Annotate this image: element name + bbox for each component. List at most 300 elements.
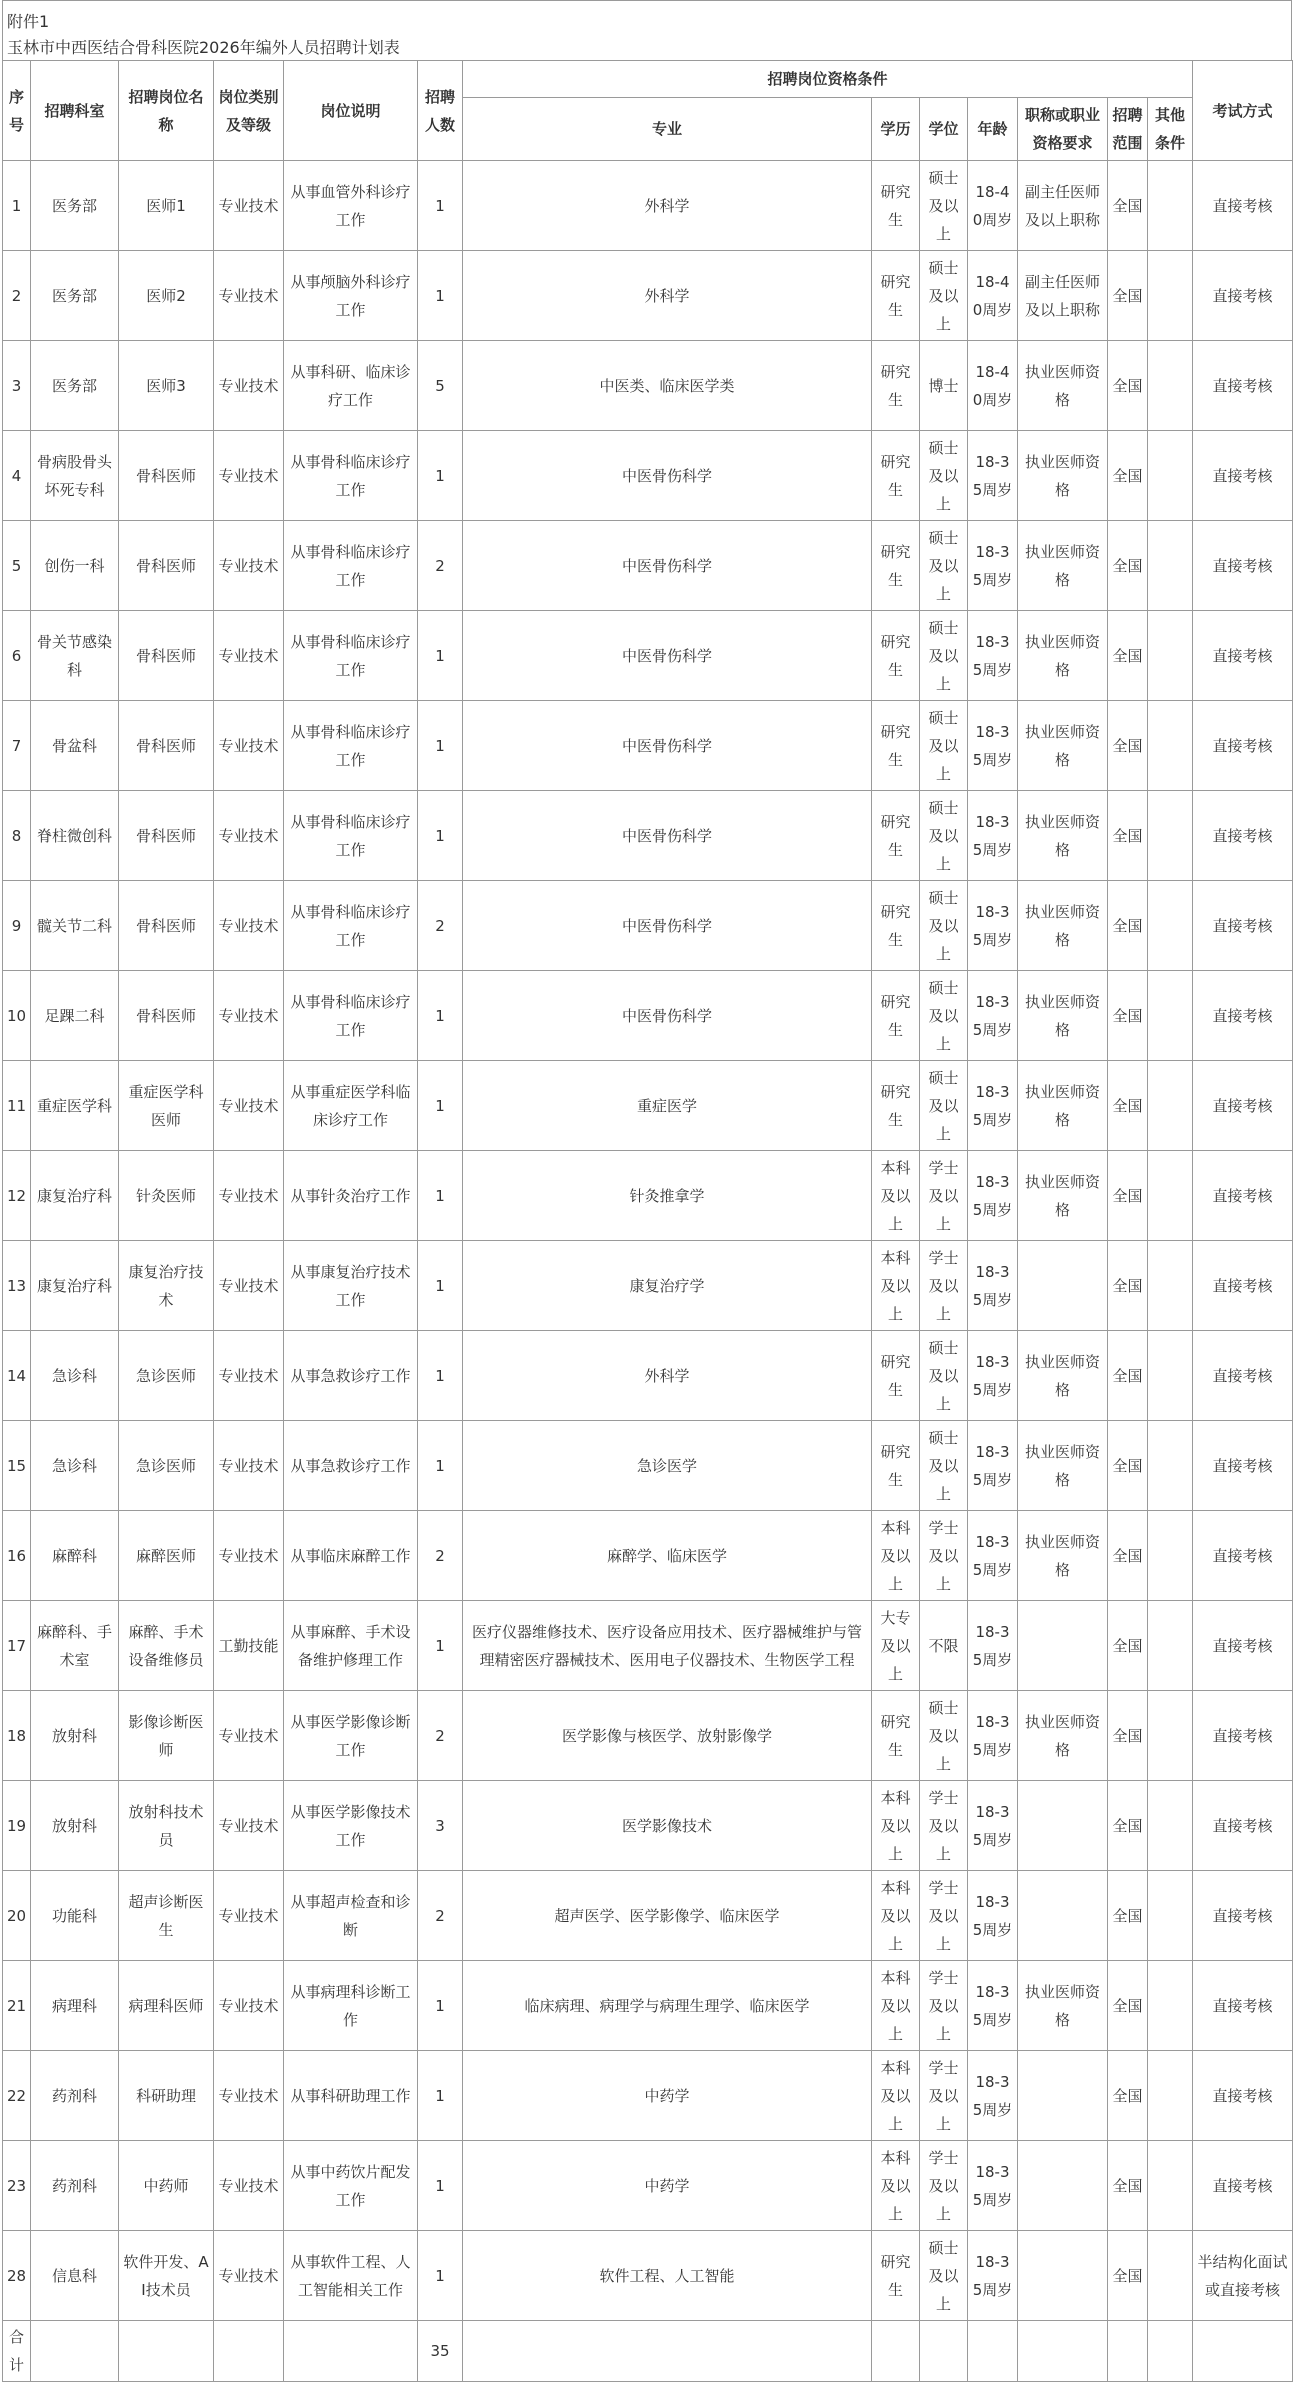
cell-exam: 直接考核 <box>1193 1871 1293 1961</box>
cell-post: 针灸医师 <box>119 1151 214 1241</box>
cell-edu: 研究生 <box>872 1061 920 1151</box>
cell-post: 超声诊断医生 <box>119 1871 214 1961</box>
cell-scope: 全国 <box>1108 701 1148 791</box>
total-label: 合计 <box>3 2321 31 2382</box>
cell-major: 中医骨伤科学 <box>463 611 872 701</box>
cell-category: 专业技术 <box>214 1061 284 1151</box>
cell-title-req <box>1018 1601 1108 1691</box>
cell-title-req: 执业医师资格 <box>1018 611 1108 701</box>
col-age: 年龄 <box>968 98 1018 161</box>
table-row <box>3 1511 1293 1601</box>
cell-other <box>1148 1871 1193 1961</box>
cell-title-req: 执业医师资格 <box>1018 341 1108 431</box>
cell-age: 18-35周岁 <box>968 971 1018 1061</box>
cell-dept: 药剂科 <box>31 2141 119 2231</box>
cell-major: 中药学 <box>463 2141 872 2231</box>
col-scope: 招聘范围 <box>1108 98 1148 161</box>
cell-dept: 骨盆科 <box>31 701 119 791</box>
table-row <box>3 1421 1293 1511</box>
cell-post: 骨科医师 <box>119 971 214 1061</box>
cell-exam: 直接考核 <box>1193 1511 1293 1601</box>
cell-dept: 骨病股骨头坏死专科 <box>31 431 119 521</box>
cell-desc: 从事科研、临床诊疗工作 <box>284 341 418 431</box>
cell-edu: 研究生 <box>872 341 920 431</box>
cell-desc: 从事骨科临床诊疗工作 <box>284 611 418 701</box>
cell-other <box>1148 1691 1193 1781</box>
cell-edu: 研究生 <box>872 1331 920 1421</box>
cell-major: 针灸推拿学 <box>463 1151 872 1241</box>
cell-scope: 全国 <box>1108 1781 1148 1871</box>
table-row <box>3 1691 1293 1781</box>
cell-no: 21 <box>3 1961 31 2051</box>
cell-title-req <box>1018 1781 1108 1871</box>
header-row-1 <box>3 61 1293 98</box>
cell-exam: 直接考核 <box>1193 1331 1293 1421</box>
cell-count: 1 <box>418 1421 463 1511</box>
cell-other <box>1148 1781 1193 1871</box>
cell-exam: 直接考核 <box>1193 2051 1293 2141</box>
cell-degree: 不限 <box>920 1601 968 1691</box>
cell-exam: 直接考核 <box>1193 1151 1293 1241</box>
cell-desc: 从事麻醉、手术设备维护修理工作 <box>284 1601 418 1691</box>
cell-desc: 从事骨科临床诊疗工作 <box>284 431 418 521</box>
cell-no: 13 <box>3 1241 31 1331</box>
cell-major: 中药学 <box>463 2051 872 2141</box>
cell-desc: 从事康复治疗技术工作 <box>284 1241 418 1331</box>
cell-degree: 硕士及以上 <box>920 701 968 791</box>
cell-edu: 研究生 <box>872 791 920 881</box>
cell-no: 4 <box>3 431 31 521</box>
cell-post: 医师3 <box>119 341 214 431</box>
cell-exam: 直接考核 <box>1193 971 1293 1061</box>
cell-age: 18-35周岁 <box>968 1961 1018 2051</box>
cell-dept: 创伤一科 <box>31 521 119 611</box>
cell-category: 专业技术 <box>214 1781 284 1871</box>
cell-age: 18-35周岁 <box>968 1241 1018 1331</box>
cell-age: 18-35周岁 <box>968 1691 1018 1781</box>
cell-category: 专业技术 <box>214 251 284 341</box>
cell-desc: 从事医学影像诊断工作 <box>284 1691 418 1781</box>
cell-age: 18-35周岁 <box>968 431 1018 521</box>
cell-category: 专业技术 <box>214 161 284 251</box>
cell-category: 专业技术 <box>214 2231 284 2321</box>
cell-other <box>1148 1331 1193 1421</box>
cell-title-req: 执业医师资格 <box>1018 431 1108 521</box>
cell-other <box>1148 971 1193 1061</box>
cell-degree: 学士及以上 <box>920 1871 968 1961</box>
cell-degree: 硕士及以上 <box>920 521 968 611</box>
cell-other <box>1148 1241 1193 1331</box>
cell-title-req: 执业医师资格 <box>1018 521 1108 611</box>
cell-count: 3 <box>418 1781 463 1871</box>
cell-no: 7 <box>3 701 31 791</box>
cell-desc: 从事颅脑外科诊疗工作 <box>284 251 418 341</box>
cell-desc: 从事临床麻醉工作 <box>284 1511 418 1601</box>
cell-dept: 骨关节感染科 <box>31 611 119 701</box>
cell-scope: 全国 <box>1108 791 1148 881</box>
cell-age: 18-35周岁 <box>968 2051 1018 2141</box>
cell-no: 28 <box>3 2231 31 2321</box>
cell-desc: 从事骨科临床诊疗工作 <box>284 791 418 881</box>
cell-no: 9 <box>3 881 31 971</box>
cell-edu: 研究生 <box>872 1691 920 1781</box>
cell-dept: 康复治疗科 <box>31 1241 119 1331</box>
cell-no: 12 <box>3 1151 31 1241</box>
cell-edu: 本科及以上 <box>872 1151 920 1241</box>
cell-title-req: 执业医师资格 <box>1018 1151 1108 1241</box>
cell-count: 1 <box>418 1601 463 1691</box>
cell-degree: 硕士及以上 <box>920 611 968 701</box>
cell-exam: 直接考核 <box>1193 1961 1293 2051</box>
cell-desc: 从事急救诊疗工作 <box>284 1331 418 1421</box>
table-row <box>3 161 1293 251</box>
cell-desc: 从事中药饮片配发工作 <box>284 2141 418 2231</box>
cell-title-req: 执业医师资格 <box>1018 1691 1108 1781</box>
cell-dept: 放射科 <box>31 1781 119 1871</box>
cell-category: 专业技术 <box>214 431 284 521</box>
cell-degree: 硕士及以上 <box>920 791 968 881</box>
cell-title-req <box>1018 1241 1108 1331</box>
cell-major: 康复治疗学 <box>463 1241 872 1331</box>
cell-major: 中医骨伤科学 <box>463 881 872 971</box>
cell-scope: 全国 <box>1108 341 1148 431</box>
cell-exam: 直接考核 <box>1193 431 1293 521</box>
cell-count: 1 <box>418 2141 463 2231</box>
cell-dept: 药剂科 <box>31 2051 119 2141</box>
cell-major: 医学影像技术 <box>463 1781 872 1871</box>
cell-other <box>1148 341 1193 431</box>
cell-dept: 康复治疗科 <box>31 1151 119 1241</box>
cell-age: 18-35周岁 <box>968 791 1018 881</box>
cell-title-req <box>1018 2141 1108 2231</box>
cell-no: 10 <box>3 971 31 1061</box>
cell-no: 5 <box>3 521 31 611</box>
cell-post: 医师1 <box>119 161 214 251</box>
cell-post: 中药师 <box>119 2141 214 2231</box>
document-header <box>2 0 1292 60</box>
cell-degree: 硕士及以上 <box>920 1421 968 1511</box>
cell-major: 外科学 <box>463 1331 872 1421</box>
cell-degree: 硕士及以上 <box>920 161 968 251</box>
cell-age: 18-35周岁 <box>968 1331 1018 1421</box>
cell-age: 18-35周岁 <box>968 1871 1018 1961</box>
cell-scope: 全国 <box>1108 1961 1148 2051</box>
cell-scope: 全国 <box>1108 611 1148 701</box>
cell-age: 18-35周岁 <box>968 1511 1018 1601</box>
page <box>2 0 1292 2382</box>
cell-title-req <box>1018 2231 1108 2321</box>
cell-dept: 急诊科 <box>31 1331 119 1421</box>
col-exam: 考试方式 <box>1193 61 1293 161</box>
cell-dept: 脊柱微创科 <box>31 791 119 881</box>
cell-count: 1 <box>418 251 463 341</box>
cell-post: 影像诊断医师 <box>119 1691 214 1781</box>
col-count: 招聘人数 <box>418 61 463 161</box>
cell-no: 19 <box>3 1781 31 1871</box>
cell-other <box>1148 2231 1193 2321</box>
cell-major: 软件工程、人工智能 <box>463 2231 872 2321</box>
cell-no: 17 <box>3 1601 31 1691</box>
cell-scope: 全国 <box>1108 1061 1148 1151</box>
cell-other <box>1148 2051 1193 2141</box>
cell-age: 18-35周岁 <box>968 881 1018 971</box>
cell-count: 1 <box>418 2051 463 2141</box>
cell-other <box>1148 611 1193 701</box>
cell-scope: 全国 <box>1108 1691 1148 1781</box>
attachment-label: 附件1 <box>7 12 50 31</box>
cell-category: 专业技术 <box>214 1871 284 1961</box>
cell-category: 专业技术 <box>214 611 284 701</box>
cell-category: 专业技术 <box>214 701 284 791</box>
cell-category: 专业技术 <box>214 341 284 431</box>
cell-post: 骨科医师 <box>119 791 214 881</box>
cell-scope: 全国 <box>1108 521 1148 611</box>
cell-no: 6 <box>3 611 31 701</box>
cell-age: 18-40周岁 <box>968 251 1018 341</box>
cell-post: 重症医学科医师 <box>119 1061 214 1151</box>
cell-exam: 直接考核 <box>1193 611 1293 701</box>
cell-count: 1 <box>418 971 463 1061</box>
cell-no: 18 <box>3 1691 31 1781</box>
cell-count: 2 <box>418 1691 463 1781</box>
cell-exam: 直接考核 <box>1193 1781 1293 1871</box>
cell-dept: 医务部 <box>31 161 119 251</box>
total-count: 35 <box>418 2321 463 2382</box>
cell-count: 5 <box>418 341 463 431</box>
cell-scope: 全国 <box>1108 1871 1148 1961</box>
table-row <box>3 2141 1293 2231</box>
cell-post: 软件开发、AI技术员 <box>119 2231 214 2321</box>
cell-category: 专业技术 <box>214 791 284 881</box>
cell-age: 18-35周岁 <box>968 1601 1018 1691</box>
cell-edu: 本科及以上 <box>872 1781 920 1871</box>
table-row <box>3 1151 1293 1241</box>
cell-desc: 从事超声检查和诊断 <box>284 1871 418 1961</box>
cell-count: 1 <box>418 161 463 251</box>
col-desc: 岗位说明 <box>284 61 418 161</box>
cell-count: 1 <box>418 611 463 701</box>
cell-count: 2 <box>418 881 463 971</box>
cell-count: 1 <box>418 1331 463 1421</box>
cell-scope: 全国 <box>1108 251 1148 341</box>
cell-desc: 从事骨科临床诊疗工作 <box>284 971 418 1061</box>
cell-count: 1 <box>418 1241 463 1331</box>
cell-other <box>1148 1061 1193 1151</box>
cell-no: 2 <box>3 251 31 341</box>
cell-exam: 直接考核 <box>1193 1061 1293 1151</box>
cell-edu: 本科及以上 <box>872 1241 920 1331</box>
cell-degree: 硕士及以上 <box>920 971 968 1061</box>
col-dept: 招聘科室 <box>31 61 119 161</box>
cell-dept: 功能科 <box>31 1871 119 1961</box>
cell-dept: 麻醉科 <box>31 1511 119 1601</box>
cell-edu: 研究生 <box>872 161 920 251</box>
cell-category: 专业技术 <box>214 521 284 611</box>
cell-age: 18-40周岁 <box>968 341 1018 431</box>
cell-exam: 半结构化面试或直接考核 <box>1193 2231 1293 2321</box>
cell-exam: 直接考核 <box>1193 881 1293 971</box>
cell-category: 专业技术 <box>214 1511 284 1601</box>
cell-title-req: 执业医师资格 <box>1018 1061 1108 1151</box>
cell-major: 医疗仪器维修技术、医疗设备应用技术、医疗器械维护与管理精密医疗器械技术、医用电子仪器技术、生物医学工程 <box>463 1601 872 1691</box>
table-row <box>3 2051 1293 2141</box>
col-edu: 学历 <box>872 98 920 161</box>
cell-edu: 研究生 <box>872 971 920 1061</box>
col-title-req: 职称或职业资格要求 <box>1018 98 1108 161</box>
cell-title-req: 执业医师资格 <box>1018 701 1108 791</box>
cell-count: 2 <box>418 1511 463 1601</box>
table-body <box>3 161 1293 2382</box>
table-row <box>3 1781 1293 1871</box>
table-row <box>3 431 1293 521</box>
cell-post: 急诊医师 <box>119 1421 214 1511</box>
cell-exam: 直接考核 <box>1193 251 1293 341</box>
cell-desc: 从事急救诊疗工作 <box>284 1421 418 1511</box>
cell-exam: 直接考核 <box>1193 791 1293 881</box>
cell-desc: 从事针灸治疗工作 <box>284 1151 418 1241</box>
cell-exam: 直接考核 <box>1193 521 1293 611</box>
cell-age: 18-35周岁 <box>968 611 1018 701</box>
table-row <box>3 1061 1293 1151</box>
cell-edu: 研究生 <box>872 2231 920 2321</box>
cell-dept: 信息科 <box>31 2231 119 2321</box>
cell-dept: 急诊科 <box>31 1421 119 1511</box>
cell-scope: 全国 <box>1108 881 1148 971</box>
cell-category: 工勤技能 <box>214 1601 284 1691</box>
col-degree: 学位 <box>920 98 968 161</box>
cell-edu: 研究生 <box>872 881 920 971</box>
cell-other <box>1148 1151 1193 1241</box>
cell-no: 1 <box>3 161 31 251</box>
cell-desc: 从事科研助理工作 <box>284 2051 418 2141</box>
cell-exam: 直接考核 <box>1193 1241 1293 1331</box>
cell-age: 18-35周岁 <box>968 701 1018 791</box>
cell-desc: 从事重症医学科临床诊疗工作 <box>284 1061 418 1151</box>
cell-edu: 本科及以上 <box>872 2141 920 2231</box>
cell-title-req <box>1018 2051 1108 2141</box>
table-row <box>3 1331 1293 1421</box>
cell-scope: 全国 <box>1108 1421 1148 1511</box>
cell-desc: 从事病理科诊断工作 <box>284 1961 418 2051</box>
cell-title-req: 副主任医师及以上职称 <box>1018 161 1108 251</box>
cell-other <box>1148 161 1193 251</box>
cell-other <box>1148 1421 1193 1511</box>
cell-exam: 直接考核 <box>1193 1691 1293 1781</box>
cell-other <box>1148 1601 1193 1691</box>
cell-post: 骨科医师 <box>119 431 214 521</box>
cell-degree: 学士及以上 <box>920 1241 968 1331</box>
cell-edu: 研究生 <box>872 431 920 521</box>
cell-degree: 学士及以上 <box>920 2141 968 2231</box>
cell-edu: 研究生 <box>872 1421 920 1511</box>
cell-major: 中医骨伤科学 <box>463 971 872 1061</box>
cell-post: 急诊医师 <box>119 1331 214 1421</box>
col-major: 专业 <box>463 98 872 161</box>
cell-dept: 髋关节二科 <box>31 881 119 971</box>
cell-exam: 直接考核 <box>1193 701 1293 791</box>
table-row <box>3 1241 1293 1331</box>
cell-dept: 足踝二科 <box>31 971 119 1061</box>
cell-major: 中医骨伤科学 <box>463 701 872 791</box>
cell-degree: 学士及以上 <box>920 2051 968 2141</box>
cell-scope: 全国 <box>1108 1511 1148 1601</box>
cell-category: 专业技术 <box>214 2141 284 2231</box>
cell-other <box>1148 1511 1193 1601</box>
cell-major: 麻醉学、临床医学 <box>463 1511 872 1601</box>
col-qualification-group: 招聘岗位资格条件 <box>463 61 1193 98</box>
cell-scope: 全国 <box>1108 1601 1148 1691</box>
table-row <box>3 611 1293 701</box>
cell-dept: 重症医学科 <box>31 1061 119 1151</box>
cell-age: 18-35周岁 <box>968 2141 1018 2231</box>
cell-degree: 硕士及以上 <box>920 251 968 341</box>
cell-edu: 本科及以上 <box>872 1961 920 2051</box>
cell-post: 科研助理 <box>119 2051 214 2141</box>
cell-edu: 研究生 <box>872 251 920 341</box>
cell-exam: 直接考核 <box>1193 341 1293 431</box>
cell-edu: 大专及以上 <box>872 1601 920 1691</box>
cell-count: 1 <box>418 1961 463 2051</box>
cell-category: 专业技术 <box>214 881 284 971</box>
table-row <box>3 1961 1293 2051</box>
cell-degree: 硕士及以上 <box>920 1061 968 1151</box>
cell-no: 11 <box>3 1061 31 1151</box>
cell-post: 病理科医师 <box>119 1961 214 2051</box>
cell-post: 骨科医师 <box>119 611 214 701</box>
cell-post: 康复治疗技术 <box>119 1241 214 1331</box>
cell-count: 1 <box>418 701 463 791</box>
cell-degree: 硕士及以上 <box>920 1331 968 1421</box>
cell-desc: 从事骨科临床诊疗工作 <box>284 881 418 971</box>
cell-age: 18-40周岁 <box>968 161 1018 251</box>
col-category: 岗位类别及等级 <box>214 61 284 161</box>
cell-degree: 硕士及以上 <box>920 881 968 971</box>
cell-dept: 病理科 <box>31 1961 119 2051</box>
cell-major: 中医类、临床医学类 <box>463 341 872 431</box>
cell-post: 麻醉、手术设备维修员 <box>119 1601 214 1691</box>
cell-desc: 从事医学影像技术工作 <box>284 1781 418 1871</box>
cell-degree: 学士及以上 <box>920 1961 968 2051</box>
cell-desc: 从事软件工程、人工智能相关工作 <box>284 2231 418 2321</box>
cell-post: 麻醉医师 <box>119 1511 214 1601</box>
cell-desc: 从事骨科临床诊疗工作 <box>284 521 418 611</box>
cell-count: 1 <box>418 791 463 881</box>
cell-title-req <box>1018 1871 1108 1961</box>
cell-age: 18-35周岁 <box>968 2231 1018 2321</box>
table-row <box>3 251 1293 341</box>
cell-dept: 麻醉科、手术室 <box>31 1601 119 1691</box>
cell-major: 重症医学 <box>463 1061 872 1151</box>
cell-dept: 放射科 <box>31 1691 119 1781</box>
cell-category: 专业技术 <box>214 1241 284 1331</box>
cell-scope: 全国 <box>1108 161 1148 251</box>
cell-count: 1 <box>418 1061 463 1151</box>
cell-edu: 研究生 <box>872 701 920 791</box>
col-no: 序号 <box>3 61 31 161</box>
cell-no: 15 <box>3 1421 31 1511</box>
cell-title-req: 副主任医师及以上职称 <box>1018 251 1108 341</box>
cell-age: 18-35周岁 <box>968 1061 1018 1151</box>
cell-no: 16 <box>3 1511 31 1601</box>
cell-title-req: 执业医师资格 <box>1018 971 1108 1061</box>
cell-category: 专业技术 <box>214 1331 284 1421</box>
cell-degree: 学士及以上 <box>920 1151 968 1241</box>
cell-edu: 研究生 <box>872 611 920 701</box>
cell-title-req: 执业医师资格 <box>1018 1421 1108 1511</box>
cell-major: 医学影像与核医学、放射影像学 <box>463 1691 872 1781</box>
cell-title-req: 执业医师资格 <box>1018 881 1108 971</box>
cell-post: 医师2 <box>119 251 214 341</box>
